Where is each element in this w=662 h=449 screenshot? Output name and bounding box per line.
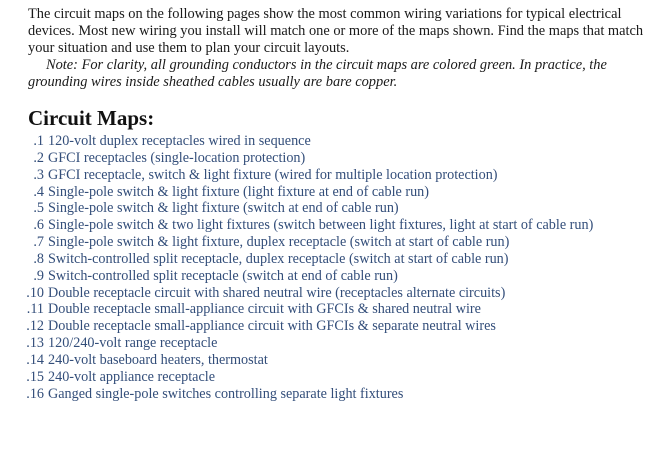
list-item-number: 1. xyxy=(33,133,44,149)
circuit-map-link[interactable] xyxy=(0,251,593,268)
intro-text: The circuit maps on the following pages show the most common wiring variations for typical electrical devices. Most new wiring you install will match one or more of the maps shown. Find the maps that match your situation and use them to plan your circuit layouts. xyxy=(28,6,644,56)
list-item-number: 3. xyxy=(33,166,44,183)
circuit-map-link[interactable] xyxy=(0,285,593,302)
list-item-number: 6. xyxy=(33,217,44,234)
list-item-number: 16. xyxy=(26,385,44,402)
list-item-text: Double receptacle small-appliance circuit with GFCIs & separate neutral wires xyxy=(48,318,496,335)
list-item-number: 10. xyxy=(26,284,44,301)
list-item-text: GFCI receptacles (single-location protection) xyxy=(48,149,306,166)
list-item-number: 5. xyxy=(33,200,44,217)
circuit-map-link[interactable] xyxy=(0,268,593,285)
list-item-text: Single-pole switch & light fixture (switch at end of cable run) xyxy=(48,200,399,217)
list-item-text: Double receptacle circuit with shared neutral wire (receptacles alternate circuits) xyxy=(48,284,506,301)
list-item-text: Switch-controlled split receptacle, duplex receptacle (switch at start of cable run) xyxy=(48,250,509,267)
intro-note: Note: For clarity, all grounding conductors in the circuit maps are colored green. In practice, the grounding wires inside sheathed cables usually are bare copper. xyxy=(28,57,607,90)
list-item-number: 9. xyxy=(33,267,44,284)
list-item-number: 2. xyxy=(33,149,44,166)
circuit-map-link[interactable] xyxy=(0,184,593,201)
list-item-text: Single-pole switch & light fixture, duplex receptacle (switch at start of cable run) xyxy=(48,234,510,251)
circuit-map-link[interactable] xyxy=(0,318,593,335)
list-item-number: 8. xyxy=(33,250,44,267)
list-item-text: 240-volt baseboard heaters, thermostat xyxy=(48,351,268,368)
list-item-number: 7. xyxy=(33,234,44,251)
circuit-map-link[interactable] xyxy=(0,301,593,318)
circuit-map-link[interactable] xyxy=(0,352,593,369)
list-item-number: 12. xyxy=(26,318,44,335)
list-item-text: Double receptacle small-appliance circuit with GFCIs & shared neutral wire xyxy=(48,301,481,318)
list-item-text: Switch-controlled split receptacle (switch at end of cable run) xyxy=(48,267,398,284)
circuit-map-link[interactable] xyxy=(0,369,593,386)
section-heading: Circuit Maps: xyxy=(28,106,155,130)
list-item-text: GFCI receptacle, switch & light fixture (wired for multiple location protection) xyxy=(48,166,498,183)
circuit-map-link[interactable] xyxy=(0,150,593,167)
list-item-number: 11. xyxy=(26,301,44,318)
list-item-text: 120-volt duplex receptacles wired in sequence xyxy=(48,133,311,149)
list-item-number: 4. xyxy=(33,183,44,200)
list-item-number: 14. xyxy=(26,351,44,368)
circuit-map-link[interactable] xyxy=(0,234,593,251)
circuit-map-link[interactable] xyxy=(0,167,593,184)
circuit-maps-list xyxy=(0,133,593,403)
circuit-map-link[interactable] xyxy=(0,133,593,150)
circuit-map-link[interactable] xyxy=(0,386,593,403)
circuit-map-link[interactable] xyxy=(0,217,593,234)
list-item-text: Single-pole switch & two light fixtures (switch between light fixtures, light at start of cable run) xyxy=(48,217,594,234)
list-item-text: 240-volt appliance receptacle xyxy=(48,368,216,385)
list-item-text: Ganged single-pole switches controlling separate light fixtures xyxy=(48,385,404,402)
intro-paragraph xyxy=(28,6,648,91)
list-item-text: Single-pole switch & light fixture (light fixture at end of cable run) xyxy=(48,183,429,200)
circuit-map-link[interactable] xyxy=(0,335,593,352)
list-item-number: 13. xyxy=(26,335,44,352)
list-item-text: 120/240-volt range receptacle xyxy=(48,335,218,352)
list-item-number: 15. xyxy=(26,368,44,385)
circuit-map-link[interactable] xyxy=(0,200,593,217)
